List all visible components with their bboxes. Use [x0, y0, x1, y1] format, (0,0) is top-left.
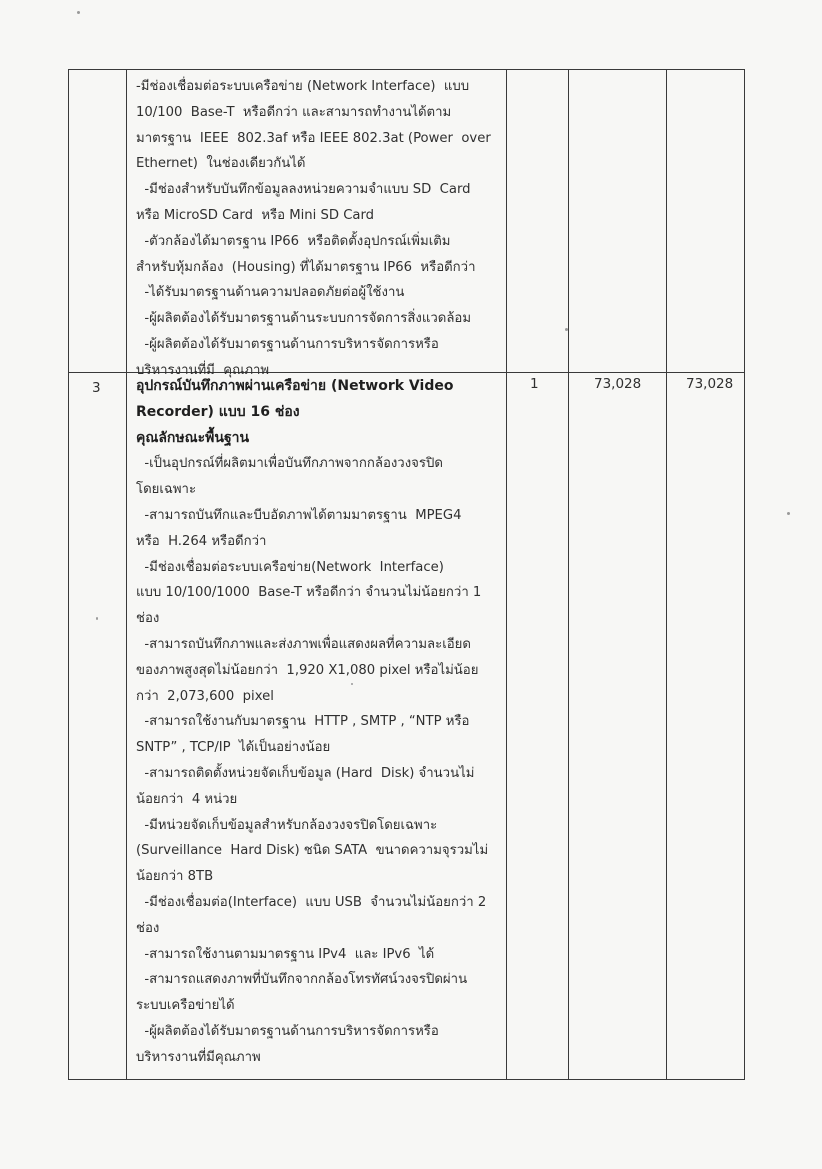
- item-number: 3: [92, 380, 101, 396]
- item-title-line: อุปกรณ์บันทึกภาพผ่านเครือข่าย (Network Video: [136, 378, 454, 394]
- spec-line: ระบบเครือข่ายได้: [136, 998, 235, 1014]
- scan-speck: [77, 11, 80, 14]
- spec-line: -มีช่องเชื่อมต่อระบบเครือข่าย(Network Interface): [136, 559, 444, 575]
- spec-line: 10/100 Base-T หรือดีกว่า และสามารถทำงานได้ตาม: [136, 104, 452, 120]
- item-title-line: Recorder) แบบ 16 ช่อง: [136, 403, 300, 420]
- spec-line: -ได้รับมาตรฐานด้านความปลอดภัยต่อผู้ใช้งาน: [136, 285, 405, 301]
- item-title-line: คุณลักษณะพื้นฐาน: [136, 429, 250, 446]
- column-border-description: [506, 69, 507, 1080]
- scan-speck: [787, 512, 790, 515]
- column-border-unit-price: [666, 69, 667, 1080]
- spec-line: (Surveillance Hard Disk) ชนิด SATA ขนาดความจุรวมไม่: [136, 843, 489, 859]
- column-border-right: [744, 69, 745, 1080]
- scan-speck: [351, 683, 353, 685]
- spec-line: บริหารงานที่มี คุณภาพ: [136, 362, 270, 378]
- table-top-border: [68, 69, 745, 70]
- column-border-number: [126, 69, 127, 1080]
- item-unit-price: 73,028: [594, 376, 642, 392]
- spec-line: -สามารถแสดงภาพที่บันทึกจากกล้องโทรทัศน์วงจรปิดผ่าน: [136, 972, 468, 988]
- continued-item-description: [136, 74, 498, 384]
- spec-line: มาตรฐาน IEEE 802.3af หรือ IEEE 802.3at (Power over: [136, 130, 491, 146]
- spec-line: -สามารถติดตั้งหน่วยจัดเก็บข้อมูล (Hard Disk) จำนวนไม่: [136, 765, 475, 781]
- table-bottom-border: [68, 1079, 745, 1080]
- spec-line: แบบ 10/100/1000 Base-T หรือดีกว่า จำนวนไม่น้อยกว่า 1: [136, 585, 482, 601]
- spec-line: -ผู้ผลิตต้องได้รับมาตรฐานด้านระบบการจัดการสิ่งแวดล้อม: [136, 311, 472, 327]
- column-border-quantity: [568, 69, 569, 1080]
- spec-line: หรือ MicroSD Card หรือ Mini SD Card: [136, 207, 375, 223]
- spec-line: -สามารถบันทึกและบีบอัดภาพได้ตามมาตรฐาน MPEG4: [136, 507, 462, 523]
- spec-line: หรือ H.264 หรือดีกว่า: [136, 533, 267, 549]
- spec-line: SNTP” , TCP/IP ได้เป็นอย่างน้อย: [136, 740, 331, 756]
- spec-line: Ethernet) ในช่องเดียวกันได้: [136, 156, 306, 172]
- spec-line: -มีช่องเชื่อมต่อ(Interface) แบบ USB จำนวนไม่น้อยกว่า 2: [136, 894, 487, 910]
- spec-line: -สามารถบันทึกภาพและส่งภาพเพื่อแสดงผลที่ความละเอียด: [136, 636, 471, 652]
- spec-line: -ผู้ผลิตต้องได้รับมาตรฐานด้านการบริหารจัดการหรือ: [136, 336, 439, 352]
- scan-speck: [565, 328, 568, 331]
- spec-line: บริหารงานที่มีคุณภาพ: [136, 1049, 261, 1065]
- spec-line: -สามารถใช้งานตามมาตรฐาน IPv4 และ IPv6 ได้: [136, 946, 435, 962]
- spec-line: -ผู้ผลิตต้องได้รับมาตรฐานด้านการบริหารจัดการหรือ: [136, 1023, 439, 1039]
- spec-line: -เป็นอุปกรณ์ที่ผลิตมาเพื่อบันทึกภาพจากกล้องวงจรปิด: [136, 456, 443, 472]
- spec-line: น้อยกว่า 8TB: [136, 869, 214, 885]
- spec-line: กว่า 2,073,600 pixel: [136, 688, 274, 704]
- item-quantity: 1: [530, 376, 539, 392]
- column-border-left: [68, 69, 69, 1080]
- spec-line: -ตัวกล้องได้มาตรฐาน IP66 หรือติดตั้งอุปกรณ์เพิ่มเติม: [136, 233, 451, 249]
- spec-line: -มีหน่วยจัดเก็บข้อมูลสำหรับกล้องวงจรปิดโดยเฉพาะ: [136, 817, 438, 833]
- spec-line: ช่อง: [136, 920, 160, 936]
- spec-line: น้อยกว่า 4 หน่วย: [136, 791, 238, 807]
- scan-speck: [96, 617, 98, 620]
- spec-line: -มีช่องเชื่อมต่อระบบเครือข่าย (Network Interface) แบบ: [136, 79, 470, 94]
- spec-line: ช่อง: [136, 611, 160, 627]
- spec-line: ของภาพสูงสุดไม่น้อยกว่า 1,920 X1,080 pixel หรือไม่น้อย: [136, 662, 479, 678]
- item-description: [136, 374, 498, 1071]
- spec-line: สำหรับหุ้มกล้อง (Housing) ที่ได้มาตรฐาน IP66 หรือดีกว่า: [136, 259, 476, 275]
- spec-line: โดยเฉพาะ: [136, 482, 197, 498]
- item-total: 73,028: [686, 376, 734, 392]
- spec-line: -สามารถใช้งานกับมาตรฐาน HTTP , SMTP , “NTP หรือ: [136, 714, 470, 730]
- spec-line: -มีช่องสำหรับบันทึกข้อมูลลงหน่วยความจำแบบ SD Card: [136, 182, 471, 198]
